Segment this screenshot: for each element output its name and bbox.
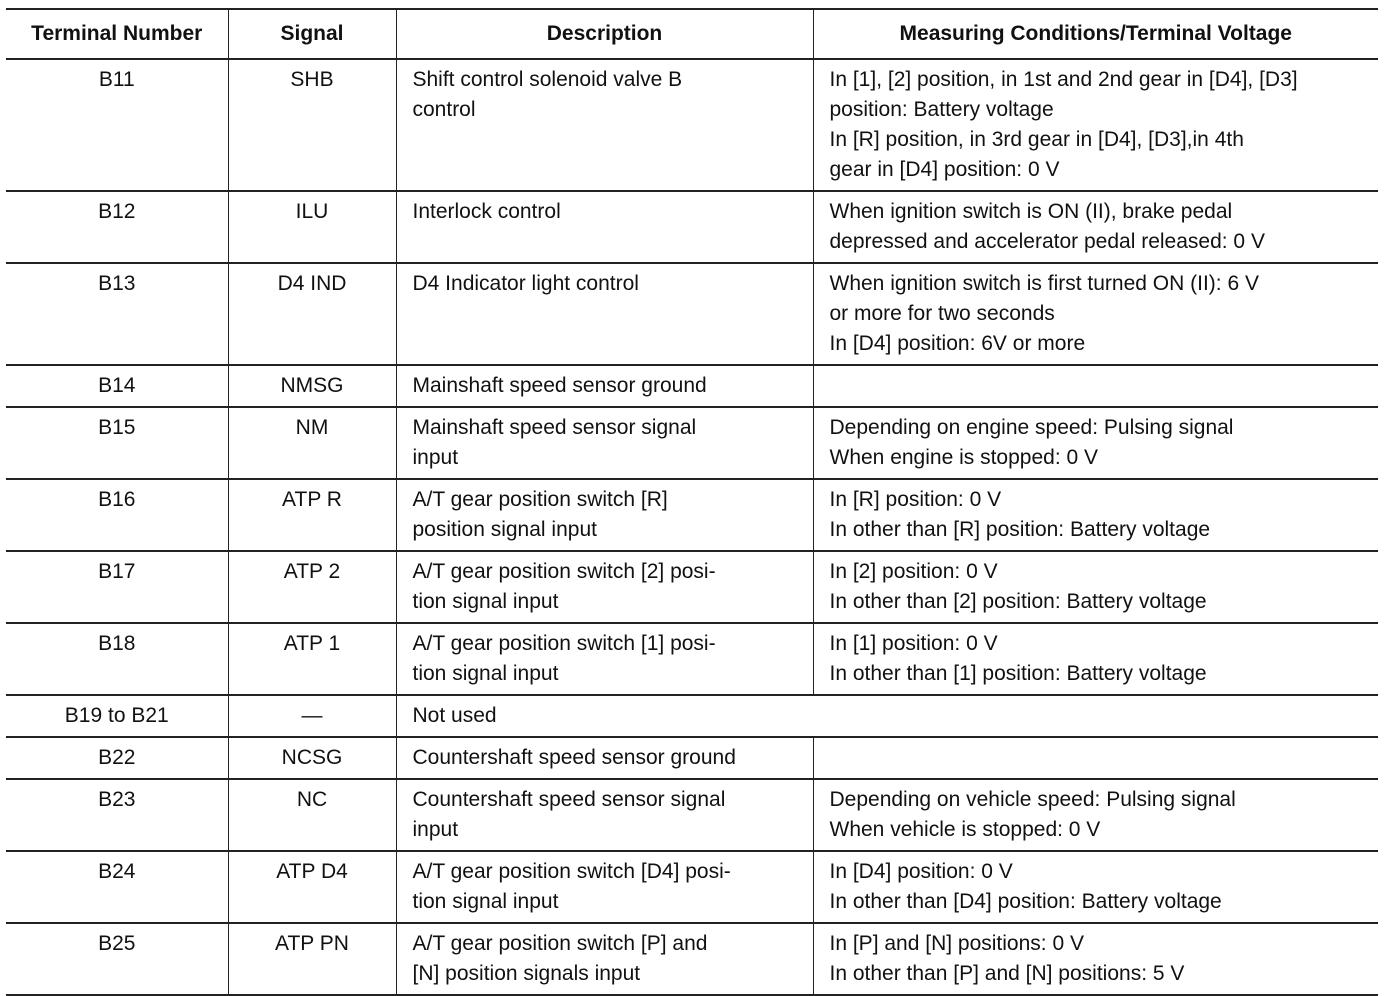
description-cell [396,59,813,191]
conditions-line: In other than [D4] position: Battery voltage [829,890,1222,913]
description-cell [396,551,813,623]
signal-cell: SHB [228,59,396,191]
table-row [6,851,1378,923]
signal-cell: ATP D4 [228,851,396,923]
description-line: A/T gear position switch [D4] posi- [412,860,731,883]
document-page [6,8,1378,996]
description-line: A/T gear position switch [P] and [412,932,708,955]
conditions-line: In [P] and [N] positions: 0 V [829,932,1084,955]
conditions-line: In other than [2] position: Battery voltage [829,590,1207,613]
conditions-cell [813,407,1378,479]
conditions-line: When vehicle is stopped: 0 V [829,818,1101,841]
signal-cell: ATP 1 [228,623,396,695]
header-measuring-conditions: Measuring Conditions/Terminal Voltage [813,9,1378,59]
table-row [6,59,1378,191]
table-row [6,479,1378,551]
conditions-line: depressed and accelerator pedal released: 0 V [829,230,1265,253]
conditions-line: or more for two seconds [829,302,1055,325]
terminal-number-cell: B23 [6,779,228,851]
conditions-line: gear in [D4] position: 0 V [829,158,1060,181]
signal-cell: NMSG [228,365,396,407]
description-line: A/T gear position switch [1] posi- [412,632,716,655]
signal-cell: ATP 2 [228,551,396,623]
conditions-line: In [R] position, in 3rd gear in [D4], [D3],in 4th [829,128,1244,151]
signal-cell: — [228,695,396,737]
description-cell [396,407,813,479]
description-line: [N] position signals input [412,962,641,985]
terminal-number-cell: B19 to B21 [6,695,228,737]
terminal-number-cell: B12 [6,191,228,263]
conditions-line: When ignition switch is first turned ON (II): 6 V [829,272,1259,295]
description-line: tion signal input [412,662,559,685]
conditions-line: In [D4] position: 0 V [829,860,1013,883]
description-cell [396,623,813,695]
header-description: Description [396,9,813,59]
terminal-number-cell: B16 [6,479,228,551]
table-body [6,59,1378,995]
conditions-cell [813,551,1378,623]
conditions-line: In other than [1] position: Battery voltage [829,662,1207,685]
description-line: A/T gear position switch [2] posi- [412,560,716,583]
description-line: input [412,446,459,469]
terminal-number-cell: B18 [6,623,228,695]
table-row [6,779,1378,851]
conditions-line: When engine is stopped: 0 V [829,446,1099,469]
description-line: Countershaft speed sensor signal [412,788,726,811]
table-row [6,737,1378,779]
description-line: Interlock control [412,200,561,223]
description-cell [396,695,1378,737]
description-cell [396,779,813,851]
table-row [6,407,1378,479]
header-row [6,9,1378,59]
table-row [6,365,1378,407]
conditions-cell [813,191,1378,263]
table-row [6,623,1378,695]
table-row [6,695,1378,737]
conditions-line: Depending on vehicle speed: Pulsing signal [829,788,1236,811]
conditions-line: In other than [R] position: Battery voltage [829,518,1211,541]
conditions-line: Depending on engine speed: Pulsing signal [829,416,1234,439]
description-cell [396,737,813,779]
conditions-line: position: Battery voltage [829,98,1054,121]
signal-cell: NC [228,779,396,851]
description-cell [396,365,813,407]
conditions-cell [813,263,1378,365]
conditions-cell [813,923,1378,995]
description-line: Shift control solenoid valve B [412,68,683,91]
terminal-number-cell: B17 [6,551,228,623]
description-line: Mainshaft speed sensor ground [412,374,707,397]
conditions-cell [813,479,1378,551]
description-line: tion signal input [412,590,559,613]
conditions-cell [813,365,1378,407]
table-row [6,191,1378,263]
signal-cell: D4 IND [228,263,396,365]
description-cell [396,191,813,263]
terminal-number-cell: B13 [6,263,228,365]
conditions-line: When ignition switch is ON (II), brake pedal [829,200,1233,223]
table-row [6,263,1378,365]
terminal-voltage-table [6,8,1378,996]
description-line: position signal input [412,518,597,541]
description-line: Mainshaft speed sensor signal [412,416,697,439]
header-terminal-number: Terminal Number [6,9,228,59]
conditions-line: In [1], [2] position, in 1st and 2nd gear in [D4], [D3] [829,68,1298,91]
conditions-line: In [2] position: 0 V [829,560,998,583]
terminal-number-cell: B22 [6,737,228,779]
signal-cell: ATP PN [228,923,396,995]
terminal-number-cell: B14 [6,365,228,407]
table-row [6,551,1378,623]
description-line: control [412,98,476,121]
description-line: input [412,818,459,841]
conditions-cell [813,623,1378,695]
description-line: Countershaft speed sensor ground [412,746,736,769]
description-cell [396,479,813,551]
signal-cell: NM [228,407,396,479]
signal-cell: ATP R [228,479,396,551]
description-cell [396,851,813,923]
conditions-line: In [D4] position: 6V or more [829,332,1086,355]
description-line: A/T gear position switch [R] [412,488,668,511]
signal-cell: NCSG [228,737,396,779]
terminal-number-cell: B24 [6,851,228,923]
conditions-cell [813,737,1378,779]
description-line: tion signal input [412,890,559,913]
conditions-cell [813,779,1378,851]
description-line: D4 Indicator light control [412,272,639,295]
signal-cell: ILU [228,191,396,263]
terminal-number-cell: B25 [6,923,228,995]
table-row [6,923,1378,995]
conditions-line: In [1] position: 0 V [829,632,998,655]
conditions-cell [813,59,1378,191]
description-line: Not used [412,704,497,727]
header-signal: Signal [228,9,396,59]
terminal-number-cell: B15 [6,407,228,479]
description-cell [396,923,813,995]
conditions-cell [813,851,1378,923]
terminal-number-cell: B11 [6,59,228,191]
conditions-line: In other than [P] and [N] positions: 5 V [829,962,1185,985]
conditions-line: In [R] position: 0 V [829,488,1002,511]
description-cell [396,263,813,365]
